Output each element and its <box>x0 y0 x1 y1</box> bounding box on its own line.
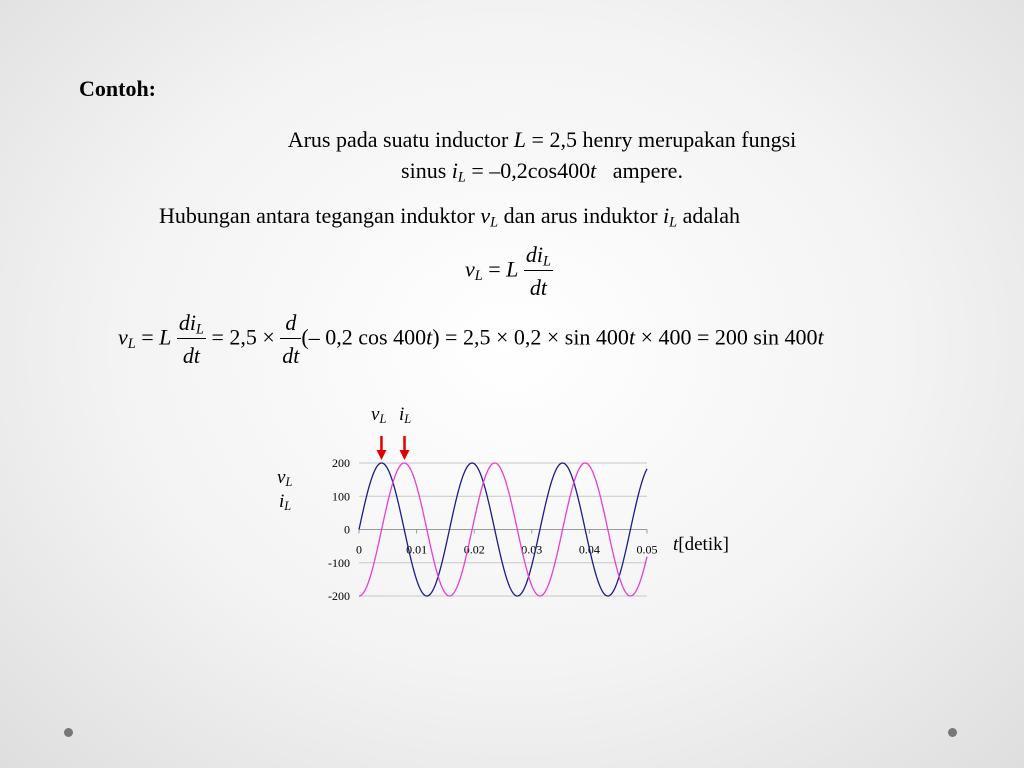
arrow-label-iL <box>399 404 411 426</box>
vl-il-chart <box>300 430 670 610</box>
eq2-frac2-den: dt <box>282 343 300 368</box>
ylabel-i-sub: L <box>284 499 292 514</box>
eq2-rest2: × 400 = 200 sin 400 <box>635 324 818 350</box>
eq2-rest: = 2,5 × 0,2 × sin 400 <box>439 324 629 350</box>
bullet-dot-right <box>948 728 957 737</box>
eq1-equals: = <box>482 256 507 282</box>
slide-heading: Contoh: <box>79 76 157 101</box>
eq2-paren-close: ) <box>432 324 440 350</box>
eq2-fraction-1 <box>177 312 206 367</box>
line3-a: Hubungan antara tegangan induktor <box>159 203 481 228</box>
eq2-t2: t <box>628 324 636 350</box>
arrow-head-1 <box>400 450 410 460</box>
x-tick-label: 0.04 <box>578 542 600 557</box>
y-tick-label: -200 <box>328 589 350 603</box>
eq2-t3: t <box>817 324 824 350</box>
line3-c: adalah <box>677 203 741 228</box>
x-tick-label: 0.03 <box>521 542 543 557</box>
var-L: L <box>513 127 527 152</box>
sub-L: L <box>669 214 678 231</box>
eq1-L: L <box>506 256 519 282</box>
eq1-denominator: dt <box>529 275 547 300</box>
line2-prefix: sinus <box>401 158 452 183</box>
sub-L: L <box>490 214 499 231</box>
sub-L: L <box>457 169 466 186</box>
eq2-part2: = 2,5 × <box>205 324 281 350</box>
eq2-equals: = <box>135 324 160 350</box>
var-v: v <box>480 203 491 228</box>
eq2-paren: (– 0,2 cos 400 <box>301 324 427 350</box>
x-tick-label: 0 <box>356 542 362 557</box>
line2-suffix: ampere. <box>596 158 683 183</box>
x-tick-label: 0.05 <box>636 542 658 557</box>
xlabel-text: [detik] <box>678 534 729 555</box>
line1-suffix: = 2,5 henry merupakan fungsi <box>526 127 797 152</box>
text-line-3 <box>159 203 740 229</box>
eq2-fraction-2 <box>280 312 301 367</box>
line2-mid: = –0,2cos400 <box>465 158 591 183</box>
eq1-numerator: di <box>525 242 544 267</box>
arrow-label-v: v <box>371 404 380 425</box>
eq1-fraction <box>524 244 553 299</box>
text-line-1 <box>0 127 1024 153</box>
arrow-label-vL <box>371 404 386 426</box>
equation-1 <box>465 244 553 299</box>
eq2-frac1-num: di <box>178 310 197 335</box>
x-tick-label: 0.01 <box>406 542 428 557</box>
eq2-frac2-num: d <box>285 310 297 335</box>
eq2-t1: t <box>426 324 433 350</box>
x-tick-label: 0.02 <box>463 542 485 557</box>
bullet-dot-left <box>64 728 73 737</box>
y-tick-label: 0 <box>344 522 350 537</box>
var-t: t <box>590 158 597 183</box>
line1-prefix: Arus pada suatu inductor <box>287 127 514 152</box>
y-tick-label: -100 <box>328 555 350 570</box>
equation-2 <box>118 312 824 367</box>
arrow-head-0 <box>376 450 386 460</box>
eq1-sub: L <box>474 268 483 285</box>
eq2-frac1-num-sub: L <box>196 321 204 338</box>
y-tick-label: 200 <box>332 456 350 470</box>
var-i: i <box>663 203 670 228</box>
arrow-label-i: i <box>399 404 405 425</box>
chart-xlabel: t[detik] <box>673 534 729 555</box>
eq2-sub: L <box>127 336 136 353</box>
eq2-L: L <box>159 324 172 350</box>
eq2-v: v <box>118 324 128 350</box>
eq1-v: v <box>465 256 475 282</box>
ylabel-i: i <box>279 491 285 512</box>
ylabel-v: v <box>277 467 286 488</box>
arrow-label-v-sub: L <box>379 412 387 427</box>
ylabel-v-sub: L <box>285 475 293 490</box>
arrow-label-i-sub: L <box>404 412 412 427</box>
eq1-num-sub: L <box>543 253 551 270</box>
var-i: i <box>451 158 458 183</box>
chart-ylabel-vL <box>277 467 292 489</box>
chart-ylabel-iL <box>279 491 291 513</box>
text-line-2 <box>0 158 1024 184</box>
y-tick-label: 100 <box>332 489 350 504</box>
eq2-frac1-den: dt <box>182 343 200 368</box>
line3-b: dan arus induktor <box>498 203 664 228</box>
